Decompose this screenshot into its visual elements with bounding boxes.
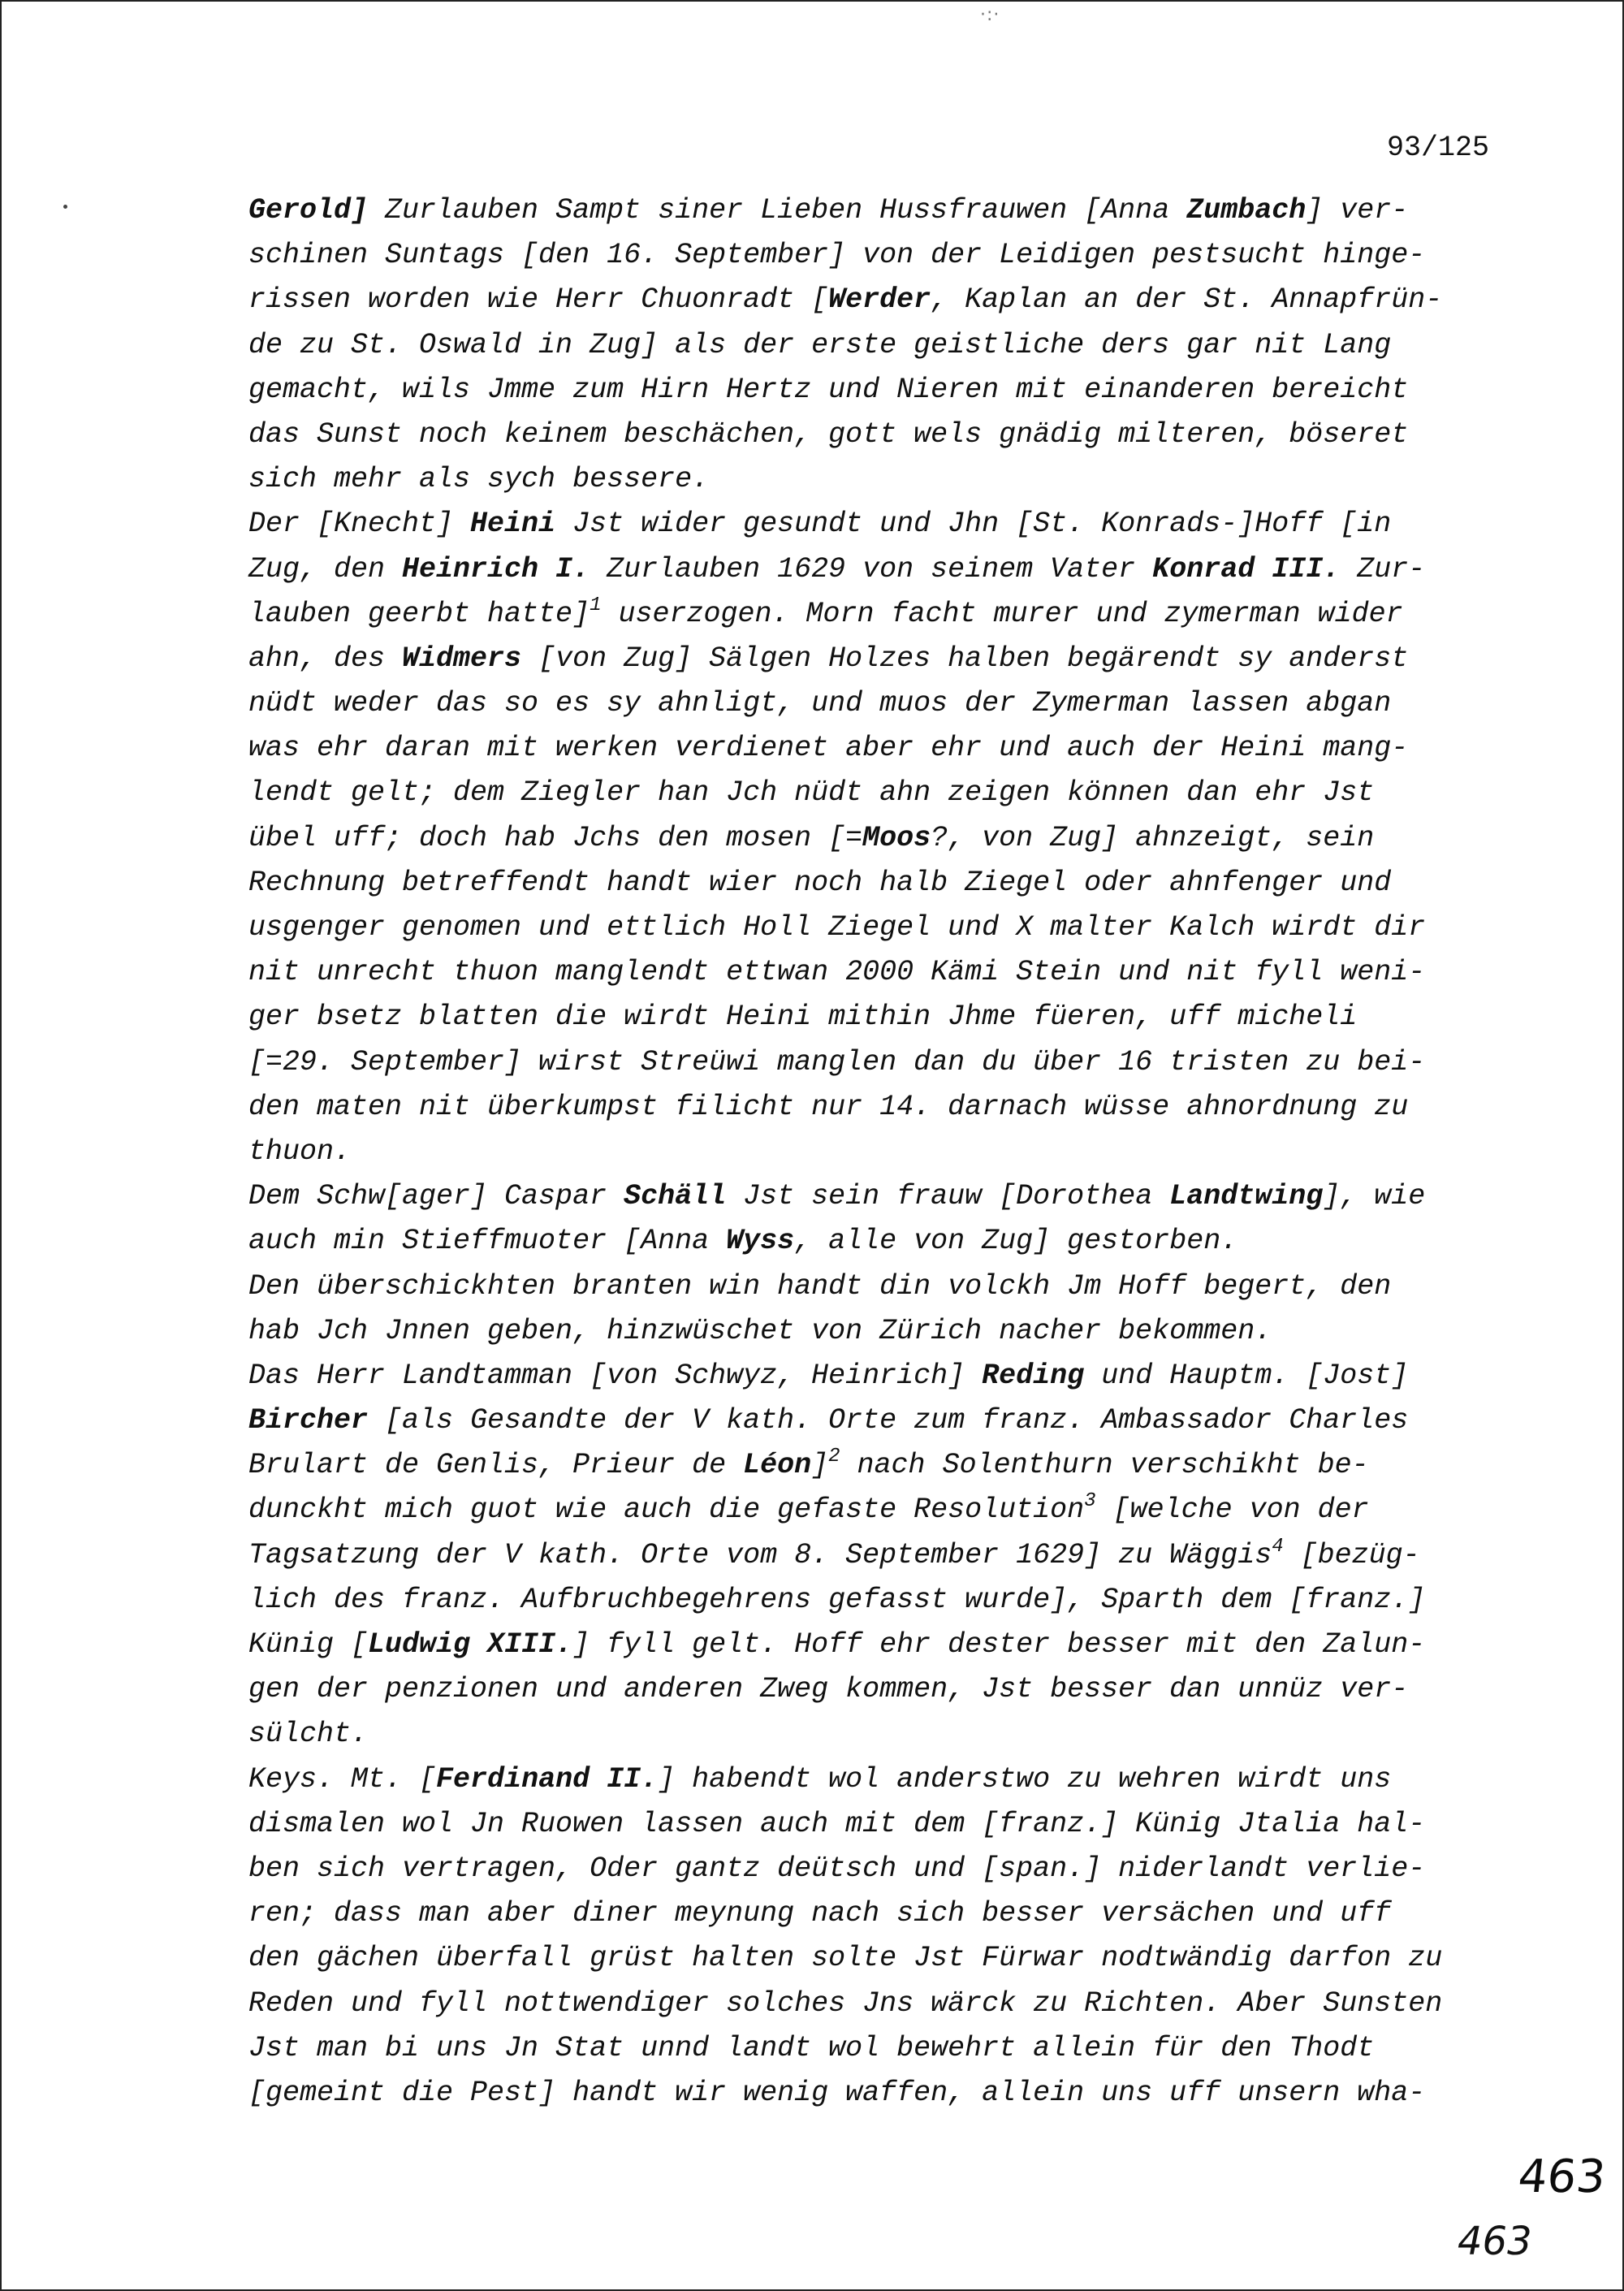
text-line [248,1398,1499,1443]
text-line [248,1533,1499,1578]
text-line [248,368,1499,413]
text-segment: den gächen überfall grüst halten solte Jst Fürwar nodtwändig darfon zu [248,1942,1443,1975]
text-segment: userzogen. Morn facht murer und zymerman wider [601,597,1403,630]
text-line [248,278,1499,322]
text-line [248,1982,1499,2026]
footnote-marker: 4 [1272,1535,1284,1558]
bold-name: Ferdinand II. [436,1762,659,1796]
text-line [248,1085,1499,1130]
bold-name: Landtwing [1169,1180,1324,1213]
text-line [248,1219,1499,1264]
top-speck-mark: ·:· [980,5,1000,25]
text-line [248,1130,1499,1174]
text-line [248,906,1499,950]
text-segment: lendt gelt; dem Ziegler han Jch nüdt ahn zeigen können dan ehr Jst [248,776,1375,810]
footnote-marker: 3 [1084,1490,1096,1513]
text-segment: Jst sein frauw [Dorothea [726,1180,1170,1213]
text-line [248,592,1499,637]
text-segment: de zu St. Oswald in Zug] als der erste geistliche ders gar nit Lang [248,328,1392,361]
text-segment: ren; dass man aber diner meynung nach sich besser versächen und uff [248,1897,1392,1930]
text-segment: gen der penzionen und anderen Zweg kommen, Jst besser dan unnüz ver- [248,1673,1409,1706]
text-segment: ], wie [1323,1180,1426,1213]
text-line [248,1354,1499,1398]
text-segment: auch min Stieffmuoter [Anna [248,1225,727,1258]
text-segment: sülcht. [248,1718,369,1751]
text-segment: Tagsatzung der V kath. Orte vom 8. September 1629] zu Wäggis [248,1538,1272,1571]
text-line [248,1443,1499,1488]
text-segment: übel uff; doch hab Jchs den mosen [= [248,821,863,854]
text-segment: [=29. September] wirst Streüwi manglen dan du über 16 tristen zu bei- [248,1045,1426,1078]
text-line [248,1578,1499,1623]
text-line [248,233,1499,278]
text-line [248,816,1499,861]
text-line [248,323,1499,368]
text-segment: was ehr daran mit werken verdienet aber ehr und auch der Heini mang- [248,732,1409,765]
text-segment: Zur- [1340,552,1426,586]
text-segment: Das Herr Landtamman [von Schwyz, Heinrich] [248,1359,983,1392]
text-segment: Den überschickhten branten win handt din volckh Jm Hoff begert, den [248,1269,1392,1303]
footnote-marker: 1 [590,594,602,616]
text-line [248,1488,1499,1532]
text-segment: ?, von Zug] ahnzeigt, sein [931,821,1375,854]
bold-name: Ludwig XIII. [368,1628,573,1661]
bold-name: Léon [743,1449,812,1482]
text-segment: nit unrecht thuon manglendt ettwan 2000 Kämi Stein und nit fyll weni- [248,956,1426,989]
text-line [248,2071,1499,2116]
text-line [248,1712,1499,1757]
text-line [248,771,1499,815]
text-line [248,681,1499,726]
text-segment: sich mehr als sych bessere. [248,463,710,496]
page-number: 93/125 [1386,132,1489,164]
text-line [248,1802,1499,1847]
text-segment: lauben geerbt hatte] [248,597,590,630]
text-line [248,861,1499,906]
bold-name: Widmers [402,642,522,675]
text-segment: Zurlauben Sampt siner Lieben Hussfrauwen [Anna [368,194,1187,227]
text-line [248,1174,1499,1219]
text-segment: Brulart de Genlis, Prieur de [248,1449,744,1482]
text-segment: [als Gesandte der V kath. Orte zum franz. Ambassador Charles [368,1404,1409,1437]
text-line [248,547,1499,592]
text-line [248,188,1499,233]
text-segment: Künig [ [248,1628,369,1661]
text-segment: lich des franz. Aufbruchbegehrens gefasst wurde], Sparth dem [franz.] [248,1583,1426,1616]
bold-name: Zumbach [1186,194,1307,227]
text-segment: Reden und fyll nottwendiger solches Jns wärck zu Richten. Aber Sunsten [248,1986,1443,2020]
text-segment: usgenger genomen und ettlich Holl Ziegel und X malter Kalch wirdt dir [248,911,1426,944]
text-segment: [von Zug] Sälgen Holzes halben begärendt sy anderst [521,642,1409,675]
text-line [248,1936,1499,1981]
text-segment: Jst man bi uns Jn Stat unnd landt wol bewehrt allein für den Thodt [248,2031,1375,2064]
text-segment: [gemeint die Pest] handt wir wenig waffen, allein uns uff unsern wha- [248,2076,1426,2109]
text-line [248,995,1499,1040]
letter-transcription-text [248,188,1499,2116]
text-line [248,950,1499,995]
text-segment: dunckht mich guot wie auch die gefaste Resolution [248,1493,1085,1527]
text-segment: gemacht, wils Jmme zum Hirn Hertz und Nieren mit einanderen bereicht [248,373,1409,406]
text-segment: Jst wider gesundt und Jhn [St. Konrads-]Hoff [in [555,508,1392,541]
bold-name: Wyss [726,1225,795,1258]
bold-name: Heini [470,508,556,541]
bold-name: Moos [862,821,931,854]
bold-name: Konrad III. [1152,552,1341,586]
bold-name: Gerold] [248,194,369,227]
text-line [248,726,1499,771]
bold-name: Reding [982,1359,1085,1392]
text-segment: ] fyll gelt. Hoff ehr dester besser mit den Zalun- [572,1628,1426,1661]
text-segment: Der [Knecht] [248,508,471,541]
text-segment: [bezüg- [1283,1538,1420,1571]
text-segment: hab Jch Jnnen geben, hinzwüschet von Zürich nacher bekommen. [248,1314,1272,1347]
text-segment: ] habendt wol anderstwo zu wehren wirdt uns [658,1762,1392,1796]
text-segment: das Sunst noch keinem beschächen, gott wels gnädig milteren, böseret [248,417,1409,451]
text-line [248,457,1499,502]
text-line [248,1040,1499,1085]
text-segment: , Kaplan an der St. Annapfrün- [931,283,1443,317]
text-segment: dismalen wol Jn Ruowen lassen auch mit dem [franz.] Künig Jtalia hal- [248,1807,1426,1840]
text-segment: den maten nit überkumpst filicht nur 14. darnach wüsse ahnordnung zu [248,1090,1409,1123]
footnote-marker: 2 [828,1446,840,1468]
text-line [248,1757,1499,1802]
text-segment: thuon. [248,1135,352,1168]
bold-name: Bircher [248,1404,369,1437]
bold-name: Werder [828,283,931,317]
text-segment: , alle von Zug] gestorben. [794,1225,1238,1258]
text-segment: Keys. Mt. [ [248,1762,437,1796]
text-segment: Dem Schw[ager] Caspar [248,1180,624,1213]
text-segment: [welche von der [1095,1493,1369,1527]
handwritten-page-number-secondary: 463 [1458,2219,1532,2264]
text-line [248,502,1499,547]
text-segment: rissen worden wie Herr Chuonradt [ [248,283,829,317]
text-segment: ben sich vertragen, Oder gantz deütsch und [span.] niderlandt verlie- [248,1852,1426,1885]
text-segment: und Hauptm. [Jost] [1084,1359,1409,1392]
text-segment: Zug, den [248,552,403,586]
text-line [248,413,1499,457]
text-segment: ] ver- [1306,194,1409,227]
bold-name: Heinrich I. [402,552,590,586]
text-line [248,1891,1499,1936]
text-segment: Rechnung betreffendt handt wier noch halb Ziegel oder ahnfenger und [248,866,1392,899]
text-segment: ] [811,1449,829,1482]
text-line [248,637,1499,681]
bold-name: Schäll [624,1180,727,1213]
text-segment: ahn, des [248,642,403,675]
text-line [248,1667,1499,1712]
text-line [248,2026,1499,2071]
text-segment: ger bsetz blatten die wirdt Heini mithin Jhme füeren, uff micheli [248,1001,1358,1034]
text-line [248,1309,1499,1354]
text-segment: schinen Suntags [den 16. September] von der Leidigen pestsucht hinge- [248,239,1426,272]
text-segment: nüdt weder das so es sy ahnligt, und muos der Zymerman lassen abgan [248,687,1392,720]
text-line [248,1264,1499,1309]
margin-dot [63,205,67,209]
text-line [248,1847,1499,1891]
handwritten-page-number-primary: 463 [1515,2151,1609,2203]
text-segment: Zurlauben 1629 von seinem Vater [590,552,1153,586]
text-segment: nach Solenthurn verschikht be- [840,1449,1369,1482]
text-line [248,1623,1499,1667]
